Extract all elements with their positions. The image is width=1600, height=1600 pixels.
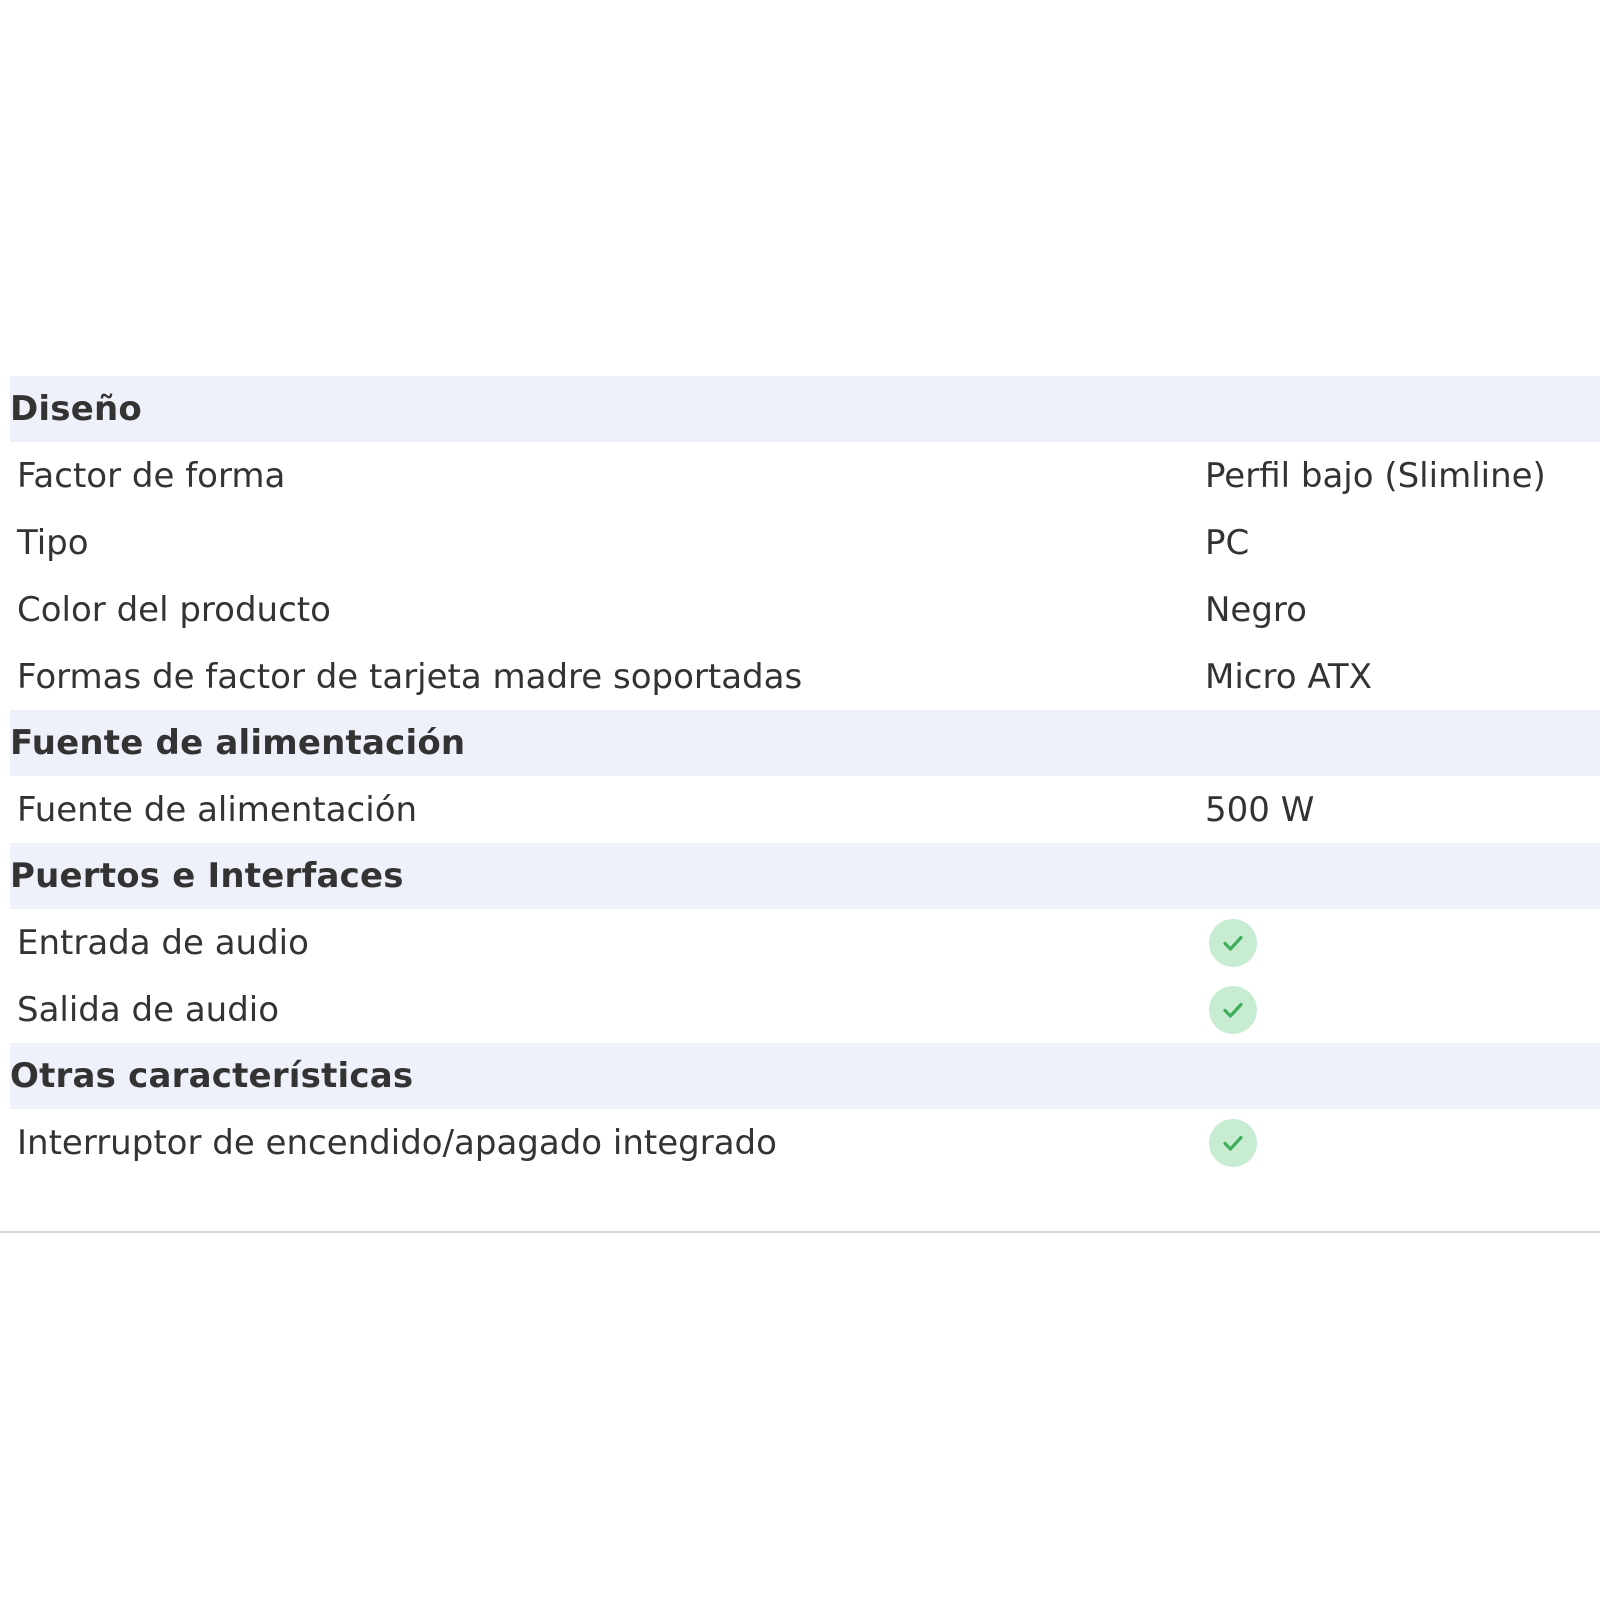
spec-value: PC [1205, 522, 1250, 563]
spec-row [10, 1109, 1600, 1176]
spec-value: Perfil bajo (Slimline) [1205, 455, 1546, 496]
section-title: Puertos e Interfaces [10, 856, 404, 896]
spec-label: Salida de audio [17, 989, 280, 1030]
spec-table [10, 376, 1600, 1176]
spec-row [10, 509, 1600, 576]
spec-value: 500 W [1205, 789, 1315, 830]
section-header-puertos [10, 843, 1600, 909]
spec-row [10, 643, 1600, 710]
section-header-diseno [10, 376, 1600, 442]
spec-label: Interruptor de encendido/apagado integrado [17, 1122, 777, 1163]
section-header-fuente [10, 710, 1600, 776]
spec-label: Factor de forma [17, 455, 286, 496]
spec-value [1205, 986, 1257, 1034]
spec-row [10, 976, 1600, 1043]
section-title: Fuente de alimentación [10, 723, 466, 763]
bottom-divider [0, 1231, 1600, 1233]
section-title: Otras características [10, 1056, 414, 1096]
spec-label: Color del producto [17, 589, 331, 630]
check-icon [1209, 986, 1257, 1034]
spec-label: Entrada de audio [17, 922, 309, 963]
spec-row [10, 776, 1600, 843]
spec-value: Micro ATX [1205, 656, 1372, 697]
spec-label: Fuente de alimentación [17, 789, 418, 830]
spec-value: Negro [1205, 589, 1307, 630]
spec-value [1205, 919, 1257, 967]
spec-label: Formas de factor de tarjeta madre soportadas [17, 656, 803, 697]
section-header-otras [10, 1043, 1600, 1109]
spec-label: Tipo [17, 522, 89, 563]
spec-value [1205, 1119, 1257, 1167]
check-icon [1209, 919, 1257, 967]
spec-row [10, 909, 1600, 976]
spec-row [10, 576, 1600, 643]
spec-row [10, 442, 1600, 509]
check-icon [1209, 1119, 1257, 1167]
section-title: Diseño [10, 389, 142, 429]
